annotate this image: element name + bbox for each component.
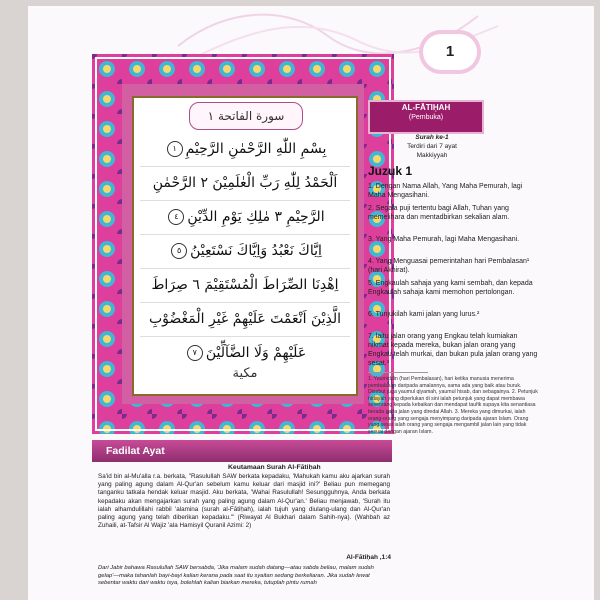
fadilat-ayat-banner: Fadilat Ayat: [92, 440, 392, 462]
translation-verse-1: 1. Dengan Nama Allah, Yang Maha Pemurah, lagi Maha Mengasihani.: [368, 183, 523, 199]
fadilat-hadith-text: Dari Jabir bahawa Rasulullah SAW bersabda, 'Jika malam sudah datang—atau sabda beliau, malam sudah gelap'—maka tahanlah bayi-bayi kalian kerana pada saat itu syaitan sedang berkeliaran. Jika sudah lewat sebentar waktu dari waktu isya, bolehlah kalian biarkan mereka, tutuplah pintu rumah: [98, 565, 374, 587]
mushaf-page: [28, 6, 594, 600]
ayat-line: الرَّحِيْمِ ٣ مٰلِكِ يَوْمِ الدِّيْنِ٤: [140, 200, 350, 235]
surah-title-cartouche: سورة الفاتحة ١: [189, 102, 303, 130]
ayat-line: اَلْحَمْدُ لِلّٰهِ رَبِّ الْعٰلَمِيْنَ ٢ الرَّحْمٰنِ: [140, 166, 350, 201]
footnote-divider: [368, 372, 428, 373]
footnotes: 1. Yaumiddin (hari Pembalasan), hari ketika manusia menerima pembalasan daripada amalannya, sama ada yang baik atau buruk. Disebut juga yaumul qiyamah, yaumul hisab, dan sebagainya. 2. Petunjuk hidayah yang diperlukan di sini ialah petunjuk yang dapat membawa seseorang kepada kebaikan dan mendapat taufik supaya kita senantiasa berada pada jalan yang diredai Allah. 3. Mereka yang dimurkai, ialah orang-orang yang sengaja menyimpang daripada ajaran Islam. Orang yang sesat ialah orang yang sengaja mengambil jalan lain yang tidak sesuai dengan ajaran Islam.: [368, 376, 538, 435]
quran-text-panel: [132, 96, 358, 396]
translation-verse-2: 2. Segala puji tertentu bagi Allah, Tuhan yang memelihara dan mentadbirkan sekalian alam.: [368, 205, 510, 221]
ayat-number-marker: ٧: [187, 345, 203, 361]
surah-info-heading: [368, 100, 484, 134]
surah-order: Surah ke-1: [415, 134, 449, 141]
page-number: 1: [423, 34, 477, 70]
ayat-line: اِهْدِنَا الصِّرَاطَ الْمُسْتَقِيْمَ ٦ صِرَاطَ: [140, 268, 350, 303]
ayat-number-marker: ١: [167, 141, 183, 157]
surah-info-details: [393, 133, 471, 160]
fadilat-body-text: Sa'id bin al-Mu'alla r.a. berkata, "Rasulullah SAW berkata kepadaku, 'Mahukah kamu aku ajarkan surah yang paling agung dalam Al-Qur'an sebelum kamu keluar dari masjid ini?' Beliau pun memegang tanganku tatkala hendak keluar masjid. Aku berkata, 'Wahai Rasulullah! Sesungguhnya, Anda berkata kepadaku akan mengajarkan surah yang paling agung dalam Al-Qur'an.' Beliau menjawab, 'Surah itu ialah alhamdulillahi rabbil 'alamina (surah al-Fātiḥah), ialah tujuh yang diulang-ulang dan Al-Qur'an paling agung yang telah diberikan kepadaku.'" (Riwayat Al Bukhari dalam Sahih-nya). (Wahbah az Zuhaili, at-Tafsir Al Wajiz 'ala Hamisyil Quranil Azimi: 2): [98, 473, 390, 530]
fadilat-subtitle: Keutamaan Surah Al-Fātiḥah: [228, 464, 321, 471]
translation-verse-3: 3. Yang Maha Pemurah, lagi Maha Mengasihani.: [368, 236, 520, 243]
surah-frame: [92, 54, 394, 434]
translation-verse-5: 5. Engkaulah sahaja yang kami sembah, dan kepada Engkaulah sahaja kami memohon pertolongan.: [368, 280, 533, 296]
juzuk-heading: Juzuk 1: [368, 164, 413, 178]
ayat-number-marker: ٤: [168, 209, 184, 225]
translation-verse-4: 4. Yang Menguasai pemerintahan hari Pembalasan¹ (hari Akhirat).: [368, 258, 530, 274]
surah-verse-count: Terdiri dari 7 ayat: [407, 143, 457, 150]
ayat-line: اِيَّاكَ نَعْبُدُ وَاِيَّاكَ نَسْتَعِيْنُ٥: [140, 234, 350, 269]
translation-verse-6: 6. Tunjukilah kami jalan yang lurus.²: [368, 311, 480, 318]
surah-name: AL-FĀTIḤAH: [401, 103, 451, 112]
surah-type: Makkiyyah: [416, 152, 448, 159]
fadilat-reference: Al-Fātiḥah ,1:4: [346, 554, 391, 561]
translation-verse-7: 7. laitu jalan orang yang Engkau telah kurniakan nikmat kepada mereka, bukan jalan orang yang Engkau telah murkai, dan bukan pula jalan orang yang sesat.³: [368, 333, 538, 367]
ayat-line: الَّذِيْنَ اَنْعَمْتَ عَلَيْهِمْ غَيْرِ الْمَغْضُوْبِ: [140, 302, 350, 337]
ayat-number-marker: ٥: [171, 243, 187, 259]
ayat-line: عَلَيْهِمْ وَلَا الضَّآلِّيْنَ٧: [140, 336, 350, 370]
surah-name-meaning: (Pembuka): [408, 114, 444, 121]
makkiyyah-label: مكية: [232, 366, 258, 381]
ayat-line: بِسْمِ اللّٰهِ الرَّحْمٰنِ الرَّحِيْمِ١: [140, 132, 350, 167]
